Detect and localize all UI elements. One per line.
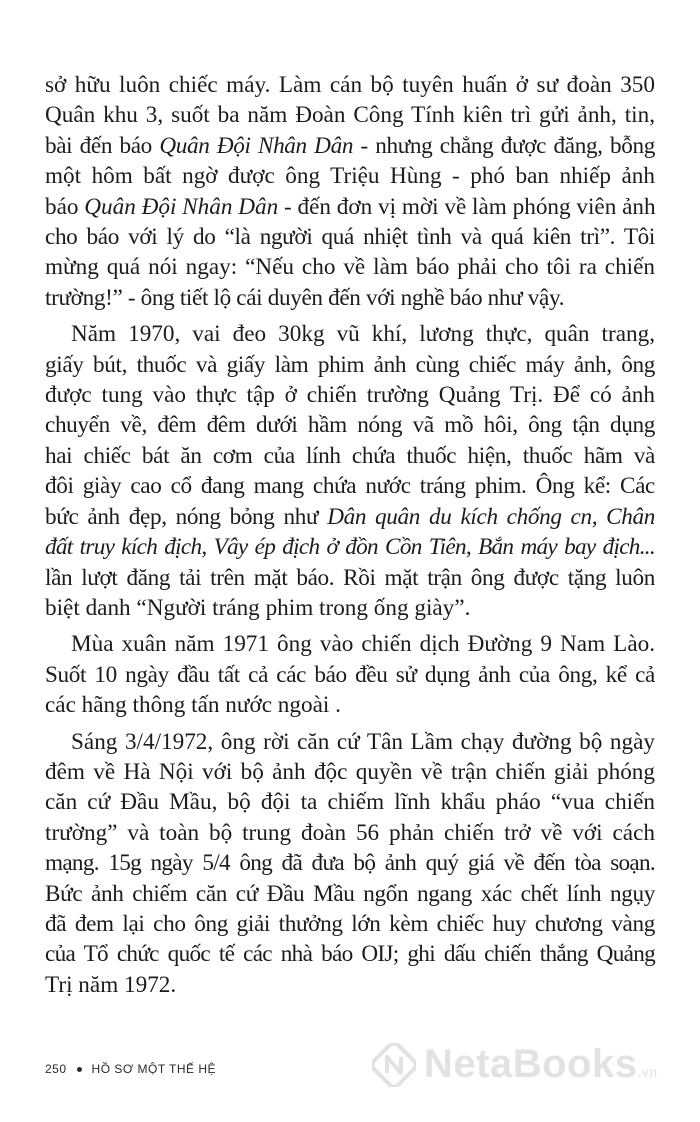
text-line: các hãng thông tấn nước ngoài . [45, 692, 341, 719]
bullet-separator-icon [77, 1067, 82, 1072]
text-line: hai chiếc bát ăn cơm của lính chứa thuốc hiện, thuốc hãm và [45, 442, 655, 469]
paragraph [45, 727, 655, 1001]
text-line: Mùa xuân năm 1971 ông vào chiến dịch Đường 9 Nam Lào. [71, 631, 655, 658]
text-line: cho báo với lý do “là người quá nhiệt tình và quá kiên trì”. Tôi [45, 224, 655, 251]
text-line: đêm về Hà Nội với bộ ảnh độc quyền về trận chiến giải phóng [45, 758, 655, 785]
text-line: của Tổ chức quốc tế các nhà báo OIJ; ghi dấu chiến thắng Quảng [45, 941, 655, 968]
italic-title: đất truy kích địch, Vây ép địch ở đồn Cồn Tiên, Bắn máy bay địch... [45, 534, 655, 561]
watermark [372, 1042, 658, 1087]
page-body [45, 70, 655, 1006]
text-line: Bức ảnh chiếm căn cứ Đầu Mầu ngổn ngang xác chết lính ngụy [45, 880, 655, 907]
text-line: báo Quân Đội Nhân Dân - đến đơn vị mời về làm phóng viên ảnh [45, 193, 656, 220]
text-line: Năm 1970, vai đeo 30kg vũ khí, lương thực, quân trang, [71, 321, 655, 348]
book-title: HỒ SƠ MỘT THẾ HỆ [91, 1062, 217, 1076]
text-line: được tung vào thực tập ở chiến trường Quảng Trị. Để có ảnh [45, 382, 655, 409]
text-line [45, 532, 655, 562]
text-line: đôi giày cao cổ đang mang chứa nước tráng phim. Ông kể: Các [45, 473, 655, 500]
text-line: Sáng 3/4/1972, ông rời căn cứ Tân Lầm chạy đường bộ ngày [71, 728, 655, 755]
page-footer [45, 1062, 216, 1076]
netabooks-logo-icon [372, 1043, 416, 1087]
paragraph [45, 319, 655, 623]
page-number: 250 [45, 1062, 67, 1076]
text-line: căn cứ Đầu Mầu, bộ đội ta chiếm lĩnh khẩu pháo “vua chiến [45, 789, 655, 816]
text-line: Quân khu 3, suốt ba năm Đoàn Công Tính kiên trì gửi ảnh, tin, [45, 102, 655, 129]
text-line: mừng quá nói ngay: “Nếu cho về làm báo phải cho tôi ra chiến [45, 254, 655, 281]
italic-title: Quân Đội Nhân Dân [159, 132, 354, 159]
text-line: bài đến báo Quân Đội Nhân Dân - nhưng chẳng được đăng, bỗng [45, 132, 655, 159]
text-line: lần lượt đăng tải trên mặt báo. Rồi mặt trận ông được tặng luôn [45, 564, 655, 591]
watermark-text: NetaBooks.vn [424, 1042, 658, 1086]
text-line: bức ảnh đẹp, nóng bỏng như Dân quân du kích chống cn, Chân [45, 503, 655, 530]
text-line: trường!” - ông tiết lộ cái duyên đến với nghề báo như vậy. [45, 284, 565, 311]
text-line: Trị năm 1972. [45, 971, 177, 998]
text-line: sở hữu luôn chiếc máy. Làm cán bộ tuyên huấn ở sư đoàn 350 [45, 72, 655, 98]
text-line: chuyển về, đêm đêm dưới hầm nóng vã mồ hôi, ông tận dụng [45, 412, 655, 439]
text-line: giấy bút, thuốc và giấy làm phim ảnh cùng chiếc máy ảnh, ông [45, 351, 655, 378]
paragraph [45, 70, 655, 313]
text-line: trường” và toàn bộ trung đoàn 56 phản chiến trở về với cách [45, 819, 655, 846]
text-line: một hôm bất ngờ được ông Triệu Hùng - phó ban nhiếp ảnh [45, 163, 655, 190]
italic-title: Dân quân du kích chống cn, Chân [327, 503, 655, 530]
text-line: đã đem lại cho ông giải thưởng lớn kèm chiếc huy chương vàng [45, 910, 655, 937]
text-line: biệt danh “Người tráng phim trong ống giày”. [45, 594, 471, 621]
text-line: Suốt 10 ngày đầu tất cả các báo đều sử dụng ảnh của ông, kể cả [45, 661, 655, 688]
italic-title: Quân Đội Nhân Dân [84, 193, 279, 220]
paragraph [45, 629, 655, 720]
text-line: mạng. 15g ngày 5/4 ông đã đưa bộ ảnh quý giá về đến tòa soạn. [45, 850, 655, 877]
